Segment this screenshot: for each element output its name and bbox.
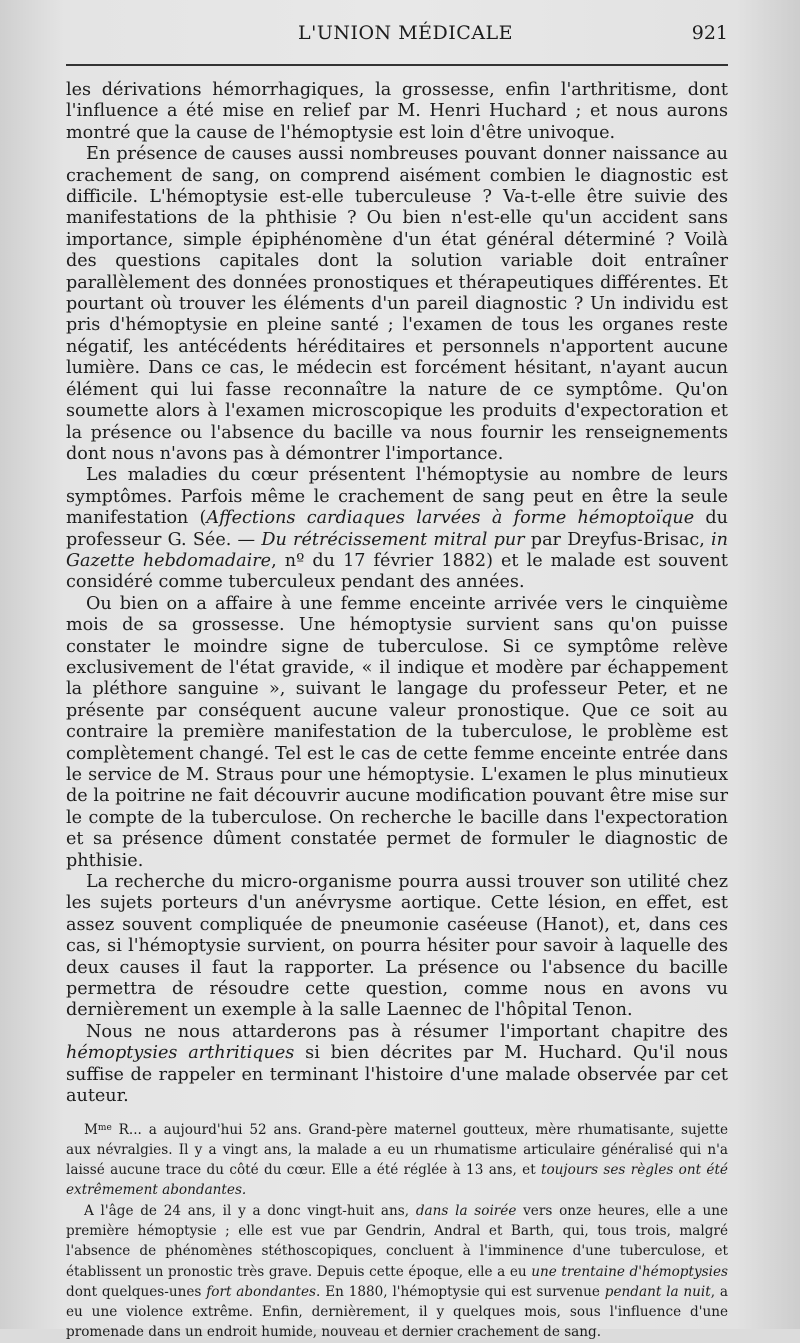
text-run: dont quelques-unes <box>66 1283 207 1300</box>
italic-text: hémoptysies arthritiques <box>66 1043 295 1064</box>
text-run: vers onze heures, elle a une première hémoptysie ; elle est vue par Gendrin, Andral et Barth, qui, tous trois, malgré l'absence de phénomènes stéthoscopiques, concluent à l'imminence d'une tuberculose, et établissent un pronostic très grave. Depuis cette époque, elle a eu <box>66 1202 728 1280</box>
body-text <box>66 80 728 1108</box>
text-run: En présence de causes aussi nombreuses pouvant donner naissance au crachement de sang, on comprend aisément combien le diagnostic est difficile. L'hémoptysie est-elle tuberculeuse ? Va-t-elle être suivie des manifestations de la phthisie ? Ou bien n'est-elle qu'un accident sans importance, simple épiphénomène d'un état général déterminé ? Voilà des questions capitales dont la solution variable doit entraîner parallèlement des données pronostiques et thérapeutiques différentes. Et pourtant où trouver les éléments d'un pareil diagnostic ? Un individu est pris d'hémoptysie en pleine santé ; l'examen de tous les organes reste négatif, les antécédents héréditaires et personnels n'apportent aucune lumière. Dans ce cas, le médecin est forcément hésitant, n'ayant aucun élément qui lui fasse reconnaître la nature de ce symptôme. Qu'on soumette alors à l'examen microscopique les produits d'expectoration et la présence ou l'absence du bacille va nous fournir les renseignements dont nous n'avons pas à démontrer l'importance. <box>66 144 728 464</box>
text-run: par Dreyfus-Brisac, <box>524 529 712 550</box>
note-paragraph <box>66 1201 728 1343</box>
text-run: les dérivations hémorrhagiques, la grossesse, enfin l'arthritisme, dont l'influence a été mise en relief par M. Henri Huchard ; et nous aurons montré que la cause de l'hémoptysie est loin d'être univoque. <box>66 80 728 143</box>
italic-text: pendant la nuit <box>604 1283 711 1300</box>
paragraph <box>66 144 728 465</box>
running-title: L'UNION MÉDICALE <box>298 22 514 44</box>
paragraph <box>66 1022 728 1108</box>
text-run: Nous ne nous attarderons pas à résumer l'important chapitre des <box>86 1021 728 1042</box>
text-run: , nº du 17 février 1882) et le malade est souvent considéré comme tuberculeux pendant des années. <box>66 550 728 593</box>
text-run: du professeur G. Sée. — <box>66 508 728 550</box>
italic-text: fort abondantes <box>206 1283 317 1300</box>
page-header <box>66 22 728 52</box>
italic-text: in Gazette hebdomadaire <box>66 529 728 571</box>
italic-text: Du rétrécissement mitral pur <box>261 529 525 550</box>
text-run: si bien décrites par M. Huchard. Qu'il nous suffise de rappeler en terminant l'histoire d'une malade observée par cet auteur. <box>66 1043 728 1107</box>
italic-text: toujours ses règles ont été extrêmement abondantes. <box>66 1162 728 1199</box>
paragraph <box>66 872 728 1022</box>
paragraph <box>66 465 728 593</box>
italic-text: dans la soirée <box>415 1202 517 1219</box>
text-run: Ou bien on a affaire à une femme enceinte arrivée vers le cinquième mois de sa grossesse. Une hémoptysie survient sans qu'on puisse constater le moindre signe de tuberculose. Si ce symptôme relève exclusivement de l'état gravide, « il indique et modère par échappement la pléthore sanguine », suivant le langage du professeur Peter, et ne présente par conséquent aucune valeur pronostique. Que ce soit au contraire la première manifestation de la tuberculose, le problème est complètement changé. Tel est le cas de cette femme enceinte entrée dans le service de M. Straus pour une hémoptysie. L'examen le plus minutieux de la poitrine ne fait découvrir aucune modification pouvant être mise sur le compte de la tuberculose. On recherche le bacille dans l'expectoration et sa présence dûment constatée permet de formuler le diagnostic de phthisie. <box>66 593 728 871</box>
text-run: , a eu une violence extrême. Enfin, dernièrement, il y quelques mois, sous l'influence d'une promenade dans un endroit humide, nouveau et dernier crachement de sang. <box>66 1283 728 1341</box>
header-rule <box>66 64 728 66</box>
case-notes <box>66 1118 728 1343</box>
text-run: M <box>84 1121 98 1138</box>
paragraph <box>66 594 728 872</box>
text-run: A l'âge de 24 ans, il y a donc vingt-huit ans, <box>84 1202 416 1219</box>
italic-text: une trentaine d'hémoptysies <box>531 1263 728 1280</box>
text-run: R... a aujourd'hui 52 ans. Grand-père maternel goutteux, mère rhumatisante, sujette aux névralgies. Il y a vingt ans, la malade a eu un rhumatisme articulaire généralisé qui n'a laissé aucune trace du côté du cœur. Elle a été réglée à 13 ans, et <box>66 1121 728 1179</box>
text-run: . En 1880, l'hémoptysie qui est survenue <box>316 1283 605 1300</box>
italic-text: Affections cardiaques larvées à forme hémoptoïque <box>206 508 695 529</box>
superscript-text: me <box>97 1122 112 1133</box>
text-run: La recherche du micro-organisme pourra aussi trouver son utilité chez les sujets porteurs d'un anévrysme aortique. Cette lésion, en effet, est assez souvent compliquée de pneumonie caséeuse (Hanot), et, dans ces cas, si l'hémoptysie survient, on pourra hésiter pour savoir à laquelle des deux causes il faut la rapporter. La présence ou l'absence du bacille permettra de résoudre cette question, comme nous en avons vu dernièrement un exemple à la salle Laennec de l'hôpital Tenon. <box>66 872 728 1021</box>
text-run: Les maladies du cœur présentent l'hémoptysie au nombre de leurs symptômes. Parfois même le crachement de sang peut en être la seule manifestation ( <box>66 465 728 529</box>
note-paragraph <box>66 1118 728 1201</box>
paragraph <box>66 80 728 144</box>
page-number: 921 <box>691 22 728 44</box>
